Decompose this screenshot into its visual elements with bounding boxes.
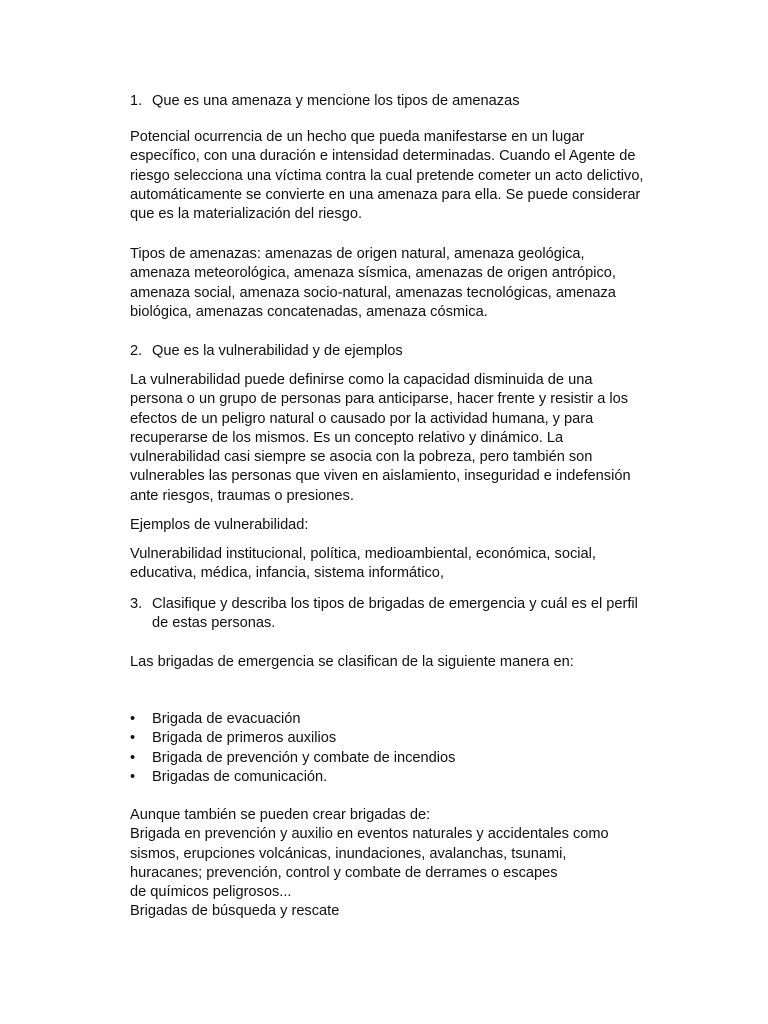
- list-item: [130, 729, 650, 748]
- text-line: biológica, amenazas concatenadas, amenaza cósmica.: [130, 303, 488, 320]
- text-line: amenaza social, amenaza socio-natural, amenazas tecnológicas, amenaza: [130, 284, 616, 301]
- text-line: automáticamente se convierte en una amenaza para ella. Se puede considerar: [130, 186, 641, 203]
- paragraph-vulnerability-examples: [130, 545, 650, 584]
- question-text: Que es una amenaza y mencione los tipos de amenazas: [152, 93, 520, 109]
- list-item-text: Brigada de primeros auxilios: [152, 730, 337, 747]
- text-line: amenaza meteorológica, amenaza sísmica, amenazas de origen antrópico,: [130, 265, 616, 282]
- bullet-icon: •: [130, 730, 136, 747]
- text-line: La vulnerabilidad puede definirse como la capacidad disminuida de una: [130, 372, 593, 388]
- paragraph-vulnerability-definition: [130, 371, 650, 506]
- paragraph-brigades-intro: [130, 653, 650, 672]
- paragraph-threat-definition: [130, 128, 650, 224]
- question-number: 2.: [130, 343, 143, 359]
- list-item-text: Brigada de evacuación: [152, 711, 301, 727]
- bullet-icon: •: [130, 711, 136, 727]
- text-line: que es la materialización del riesgo.: [130, 206, 363, 223]
- question-number: 1.: [130, 93, 143, 109]
- paragraph-additional-brigades: [130, 806, 650, 922]
- question-text: Que es la vulnerabilidad y de ejemplos: [152, 343, 403, 359]
- bullet-icon: •: [130, 749, 136, 766]
- question-text: [152, 595, 652, 634]
- list-item-text: Brigada de prevención y combate de incendios: [152, 749, 456, 766]
- text-line: de estas personas.: [152, 615, 276, 632]
- text-line: vulnerables las personas que viven en aislamiento, inseguridad e indefensión: [130, 468, 631, 485]
- text-line: Brigada en prevención y auxilio en eventos naturales y accidentales como: [130, 826, 609, 843]
- list-item: [130, 710, 650, 729]
- paragraph-examples-heading: [130, 516, 650, 535]
- text-line: huracanes; prevención, control y combate de derrames o escapes: [130, 864, 558, 881]
- paragraph-threat-types: [130, 245, 650, 322]
- text-line: vulnerabilidad casi siempre se asocia con la pobreza, pero también son: [130, 449, 593, 466]
- text-line: educativa, médica, infancia, sistema informático,: [130, 565, 444, 582]
- list-item-text: Brigadas de comunicación.: [152, 768, 328, 785]
- text-line: Tipos de amenazas: amenazas de origen natural, amenaza geológica,: [130, 246, 585, 262]
- bullet-icon: •: [130, 768, 136, 785]
- text-line: de químicos peligrosos...: [130, 884, 292, 901]
- text-line: ante riesgos, traumas o presiones.: [130, 487, 354, 504]
- text-line: Potencial ocurrencia de un hecho que pueda manifestarse en un lugar: [130, 129, 585, 145]
- text-line: Las brigadas de emergencia se clasifican de la siguiente manera en:: [130, 654, 574, 670]
- text-line: Ejemplos de vulnerabilidad:: [130, 517, 309, 533]
- brigades-list: [130, 710, 650, 787]
- list-item: [130, 749, 650, 768]
- text-line: persona o un grupo de personas para anticiparse, hacer frente y resistir a los: [130, 391, 629, 408]
- text-line: Brigadas de búsqueda y rescate: [130, 903, 340, 920]
- question-number: 3.: [130, 596, 143, 612]
- text-line: sismos, erupciones volcánicas, inundaciones, avalanchas, tsunami,: [130, 845, 567, 862]
- text-line: riesgo selecciona una víctima contra la cual pretende cometer un acto delictivo,: [130, 167, 644, 184]
- text-line: recuperarse de los mismos. Es un concepto relativo y dinámico. La: [130, 429, 564, 446]
- text-line: Aunque también se pueden crear brigadas de:: [130, 807, 431, 823]
- list-item: [130, 768, 650, 787]
- text-line: específico, con una duración e intensidad determinadas. Cuando el Agente de: [130, 148, 636, 165]
- text-line: Vulnerabilidad institucional, política, medioambiental, económica, social,: [130, 546, 596, 562]
- text-line: efectos de un peligro natural o causado por la actividad humana, y para: [130, 410, 594, 427]
- text-line: Clasifique y describa los tipos de brigadas de emergencia y cuál es el perfil: [152, 596, 638, 612]
